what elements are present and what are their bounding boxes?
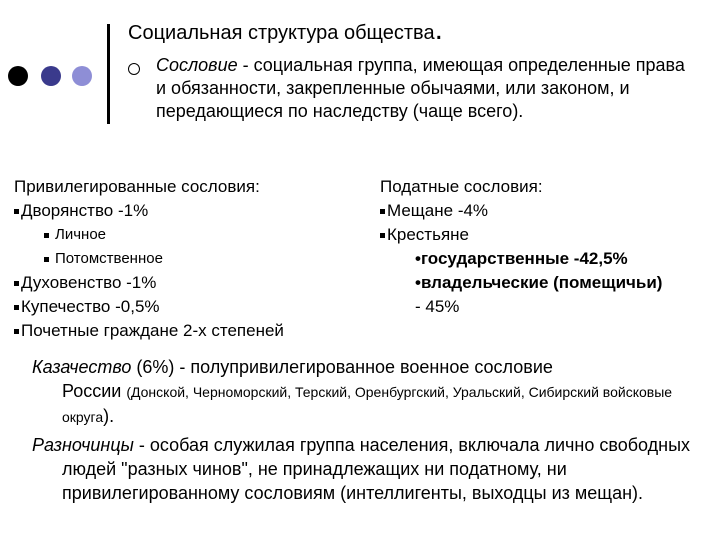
- square-bullet-icon: [14, 305, 19, 310]
- privileged-heading: Привилегированные сословия:: [14, 177, 260, 196]
- definition-text: Сословие - социальная группа, имеющая определенные права и обязанности, закрепленные обычаями, или законом, и передающиеся по наследству (чаще всего).: [156, 55, 685, 121]
- slide-title: Социальная структура общества.: [128, 13, 443, 46]
- navy-dot: [41, 66, 61, 86]
- vertical-divider: [107, 24, 110, 124]
- taxable-heading: Податные сословия:: [380, 177, 543, 196]
- square-bullet-icon: [14, 281, 19, 286]
- list-item: Купечество -0,5%: [14, 295, 284, 319]
- cossacks-paragraph: Казачество (6%) - полупривилегированное военное сословие России (Донской, Черноморский, Терский, Оренбургский, Уральский, Сибирский войсковые округа).: [32, 357, 673, 426]
- list-item: Мещане -4%: [380, 199, 662, 223]
- square-bullet-icon: [380, 233, 385, 238]
- list-item: Дворянство -1%: [14, 199, 284, 223]
- list-item: Духовенство -1%: [14, 271, 284, 295]
- definition-term: Сословие: [156, 55, 238, 75]
- list-item: - 45%: [415, 297, 460, 316]
- circle-bullet-icon: [128, 63, 140, 75]
- list-item: Крестьяне: [380, 223, 662, 247]
- square-bullet-icon: [380, 209, 385, 214]
- list-item: •владельческие (помещичьи): [415, 273, 663, 292]
- list-item: Потомственное: [14, 247, 284, 271]
- square-bullet-icon: [14, 209, 19, 214]
- square-bullet-icon: [44, 233, 49, 238]
- list-item: Почетные граждане 2-х степеней: [14, 319, 284, 343]
- lavender-dot: [72, 66, 92, 86]
- list-item: Личное: [14, 223, 284, 247]
- cossacks-term: Казачество: [32, 357, 132, 377]
- black-dot: [8, 66, 28, 86]
- raznochintsy-paragraph: Разночинцы - особая служилая группа населения, включала лично свободных людей "разных чинов", не принадлежащих ни податному, ни привилегированному сословиям (интеллигенты, выходцы из мещан).: [32, 435, 691, 503]
- raznochintsy-term: Разночинцы: [32, 435, 134, 455]
- list-item: •государственные -42,5%: [415, 249, 628, 268]
- taxable-estates: [380, 175, 662, 319]
- privileged-estates: [14, 175, 284, 343]
- square-bullet-icon: [44, 257, 49, 262]
- square-bullet-icon: [14, 329, 19, 334]
